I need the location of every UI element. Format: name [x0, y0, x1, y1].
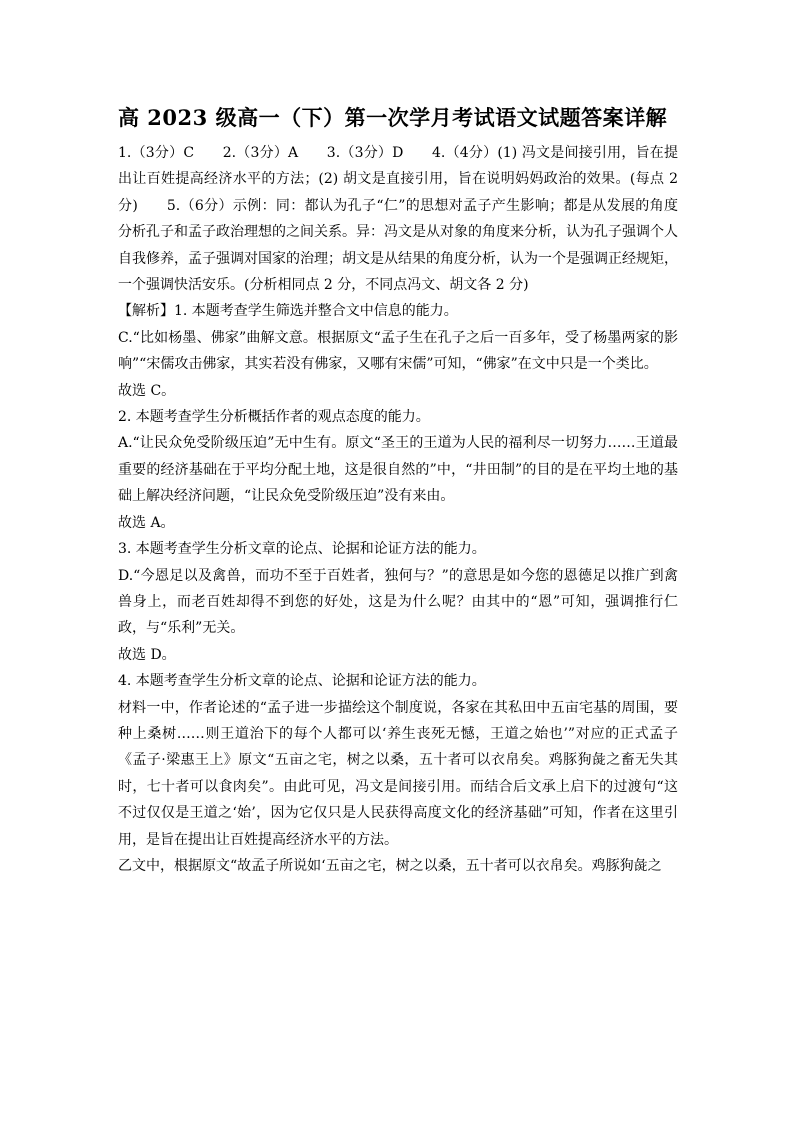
analysis-heading-q1: 【解析】1. 本题考查学生筛选并整合文中信息的能力。	[118, 303, 458, 320]
analysis-q4-text-b: 乙文中，根据原文“故孟子所说如‘五亩之宅，树之以桑，五十者可以衣帛矣。鸡豚狗彘之	[118, 857, 662, 874]
analysis-q4-material-one: 材料一中，作者论述的“孟子进一步描绘这个制度说，各家在其私田中五亩宅基的周围，要种上桑树……则王道治下的每个人都可以‘养生丧死无憾，王道之始也’”对应的正式孟子《孟子·梁惠王上》原文“五亩之宅，树之以桑，五十者可以衣帛矣。鸡豚狗彘之畜无失其时，七十者可以食肉矣”。由此可见，冯文是间接引用。而结合后文承上启下的过渡句“这不过仅仅是王道之‘始’，因为它仅只是人民获得高度文化的经济基础”可知，作者在这里引用，是旨在提出让百姓提高经济水平的方法。	[118, 699, 678, 848]
answer-key-paragraph: 1.（3分）C 2.（3分）A 3.（3分）D 4.（4分）(1) 冯文是间接引用，旨在提出让百姓提高经济水平的方法；(2) 胡文是直接引用，旨在说明妈妈政治的效果。(每点 2 分) 5.（6分）示例：同：都认为孔子“仁”的思想对孟子产生影响；都是从发展的角度分析孔子和孟子政治理想的之间关系。异：冯文是从对象的角度来分析，认为孔子强调个人自我修养，孟子强调对国家的治理；胡文是从结果的角度分析，认为一个是强调正经规矩，一个强调快活安乐。(分析相同点 2 分，不同点冯文、胡文各 2 分)	[118, 145, 678, 294]
analysis-q3-choice: 故选 D。	[118, 646, 176, 663]
analysis-q1-explanation: C.“比如杨墨、佛家”曲解文意。根据原文“孟子生在孔子之后一百多年，受了杨墨两家的影响”“宋儒攻击佛家，其实若没有佛家，又哪有宋儒”可知，“佛家”在文中只是一个类比。	[118, 329, 678, 373]
analysis-q3-explanation: D.“今恩足以及禽兽，而功不至于百姓者，独何与？”的意思是如今您的恩德足以推广到禽兽身上，而老百姓却得不到您的好处，这是为什么呢？由其中的“恩”可知，强调推行仁政，与“乐利”无关。	[118, 567, 678, 637]
analysis-heading-q2: 2. 本题考查学生分析概括作者的观点态度的能力。	[118, 409, 430, 426]
analysis-q1-choice: 故选 C。	[118, 382, 176, 399]
analysis-q2-explanation: A.“让民众免受阶级压迫”无中生有。原文“圣王的王道为人民的福利尽一切努力……王道最重要的经济基础在于平均分配土地，这是很自然的”中，“井田制”的目的是在平均土地的基础上解决经济问题，“让民众免受阶级压迫”没有来由。	[118, 435, 678, 505]
document-title: 高 2023 级高一（下）第一次学月考试语文试题答案详解	[118, 105, 668, 130]
answer-body	[118, 140, 678, 879]
analysis-heading-q4: 4. 本题考查学生分析文章的论点、论据和论证方法的能力。	[118, 673, 486, 690]
analysis-q2-choice: 故选 A。	[118, 514, 175, 531]
analysis-heading-q3: 3. 本题考查学生分析文章的论点、论据和论证方法的能力。	[118, 541, 486, 558]
